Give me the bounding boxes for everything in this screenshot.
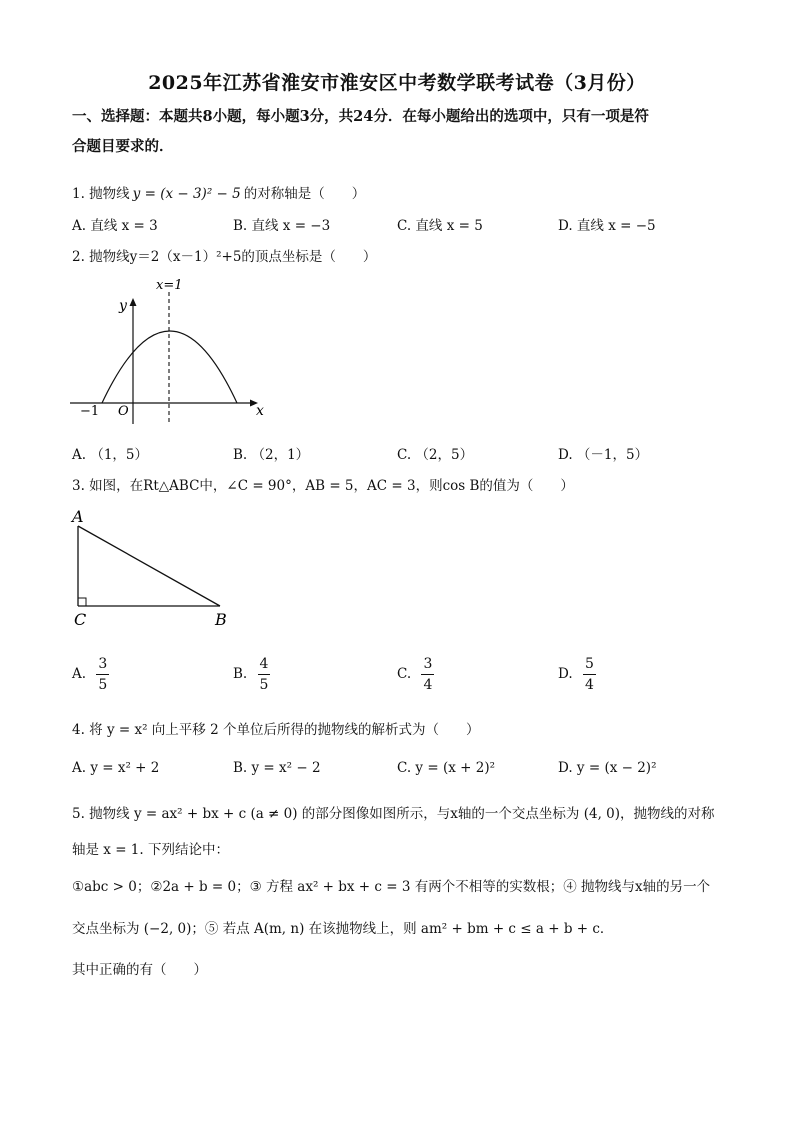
symmetry-axis-label: x=1 xyxy=(156,278,183,293)
question-1-option-b[interactable]: B. 直线 x = −3 xyxy=(233,218,331,234)
question-1-option-d[interactable]: D. 直线 x = −5 xyxy=(558,218,656,234)
question-1-suffix: 的对称轴是（ ） xyxy=(243,186,366,202)
question-2-option-d[interactable]: D. （－1，5） xyxy=(558,447,649,463)
question-5-line-3: ①abc > 0；②2a + b = 0；③ 方程 ax² + bx + c = 3 有两个不相等的实数根；④ 抛物线与x轴的另一个 xyxy=(72,879,711,895)
vertex-label-b: B xyxy=(215,610,227,629)
question-5-line-5: 其中正确的有（ ） xyxy=(72,962,207,978)
y-axis-arrow xyxy=(130,298,137,306)
question-3-option-a[interactable] xyxy=(72,656,109,693)
question-1-prefix: 1. 抛物线 xyxy=(72,186,130,202)
y-axis-label: y xyxy=(119,298,127,314)
question-3-option-d[interactable] xyxy=(558,656,596,693)
parabola-graph xyxy=(60,272,290,432)
right-triangle-figure xyxy=(66,502,246,632)
question-2-option-b[interactable]: B. （2，1） xyxy=(233,447,310,463)
question-4-option-d[interactable]: D. y = (x − 2)² xyxy=(558,760,657,776)
question-4-stem: 4. 将 y = x² 向上平移 2 个单位后所得的抛物线的解析式为（ ） xyxy=(72,722,480,738)
numerator: 4 xyxy=(258,656,271,675)
question-1-formula: y = (x − 3)² − 5 xyxy=(132,186,241,202)
question-5-line-4: 交点坐标为 (−2, 0)；⑤ 若点 A(m, n) 在该抛物线上，则 am² + bm + c ≤ a + b + c． xyxy=(72,921,614,937)
fraction xyxy=(258,656,271,693)
denominator: 4 xyxy=(584,677,594,693)
fraction xyxy=(96,656,109,693)
option-letter: C. xyxy=(397,666,412,682)
question-4-option-c[interactable]: C. y = (x + 2)² xyxy=(397,760,495,776)
question-4-option-a[interactable]: A. y = x² + 2 xyxy=(72,760,160,776)
fraction xyxy=(421,656,434,693)
option-letter: B. xyxy=(233,666,248,682)
question-1-stem xyxy=(72,182,365,202)
question-5-line-1: 5. 抛物线 y = ax² + bx + c (a ≠ 0) 的部分图像如图所示，与x轴的一个交点坐标为 (4, 0)，抛物线的对称 xyxy=(72,806,715,822)
numerator: 3 xyxy=(96,656,109,675)
question-2-stem: 2. 抛物线y＝2（x－1）²+5的顶点坐标是（ ） xyxy=(72,249,377,265)
neg-one-label: −1 xyxy=(80,404,100,419)
denominator: 4 xyxy=(423,677,433,693)
question-1-option-c[interactable]: C. 直线 x = 5 xyxy=(397,218,483,234)
side-ab xyxy=(78,526,220,606)
vertex-label-c: C xyxy=(74,610,87,629)
option-letter: A. xyxy=(72,666,87,682)
right-angle-mark xyxy=(78,598,86,606)
vertex-label-a: A xyxy=(72,507,84,526)
x-axis-label: x xyxy=(256,403,264,419)
page-title: 2025年江苏省淮安市淮安区中考数学联考试卷（3月份） xyxy=(148,72,646,94)
question-5-line-2: 轴是 x = 1. 下列结论中： xyxy=(72,842,229,858)
question-1-option-a[interactable]: A. 直线 x = 3 xyxy=(72,218,158,234)
question-3-option-c[interactable] xyxy=(397,656,434,693)
section-heading-line-1: 一、选择题：本题共8小题，每小题3分，共24分．在每小题给出的选项中，只有一项是符 xyxy=(72,108,649,125)
option-letter: D. xyxy=(558,666,573,682)
numerator: 5 xyxy=(583,656,596,675)
question-3-stem: 3. 如图，在Rt△ABC中，∠C = 90°，AB = 5，AC = 3，则cos B的值为（ ） xyxy=(72,478,574,494)
section-heading xyxy=(72,102,727,162)
origin-label: O xyxy=(118,404,129,419)
denominator: 5 xyxy=(98,677,108,693)
question-3-option-b[interactable] xyxy=(233,656,270,693)
question-2-option-a[interactable]: A. （1，5） xyxy=(72,447,149,463)
denominator: 5 xyxy=(259,677,269,693)
fraction xyxy=(583,656,596,693)
question-4-option-b[interactable]: B. y = x² − 2 xyxy=(233,760,321,776)
numerator: 3 xyxy=(421,656,434,675)
question-2-option-c[interactable]: C. （2，5） xyxy=(397,447,474,463)
section-heading-line-2: 合题目要求的． xyxy=(72,138,174,155)
